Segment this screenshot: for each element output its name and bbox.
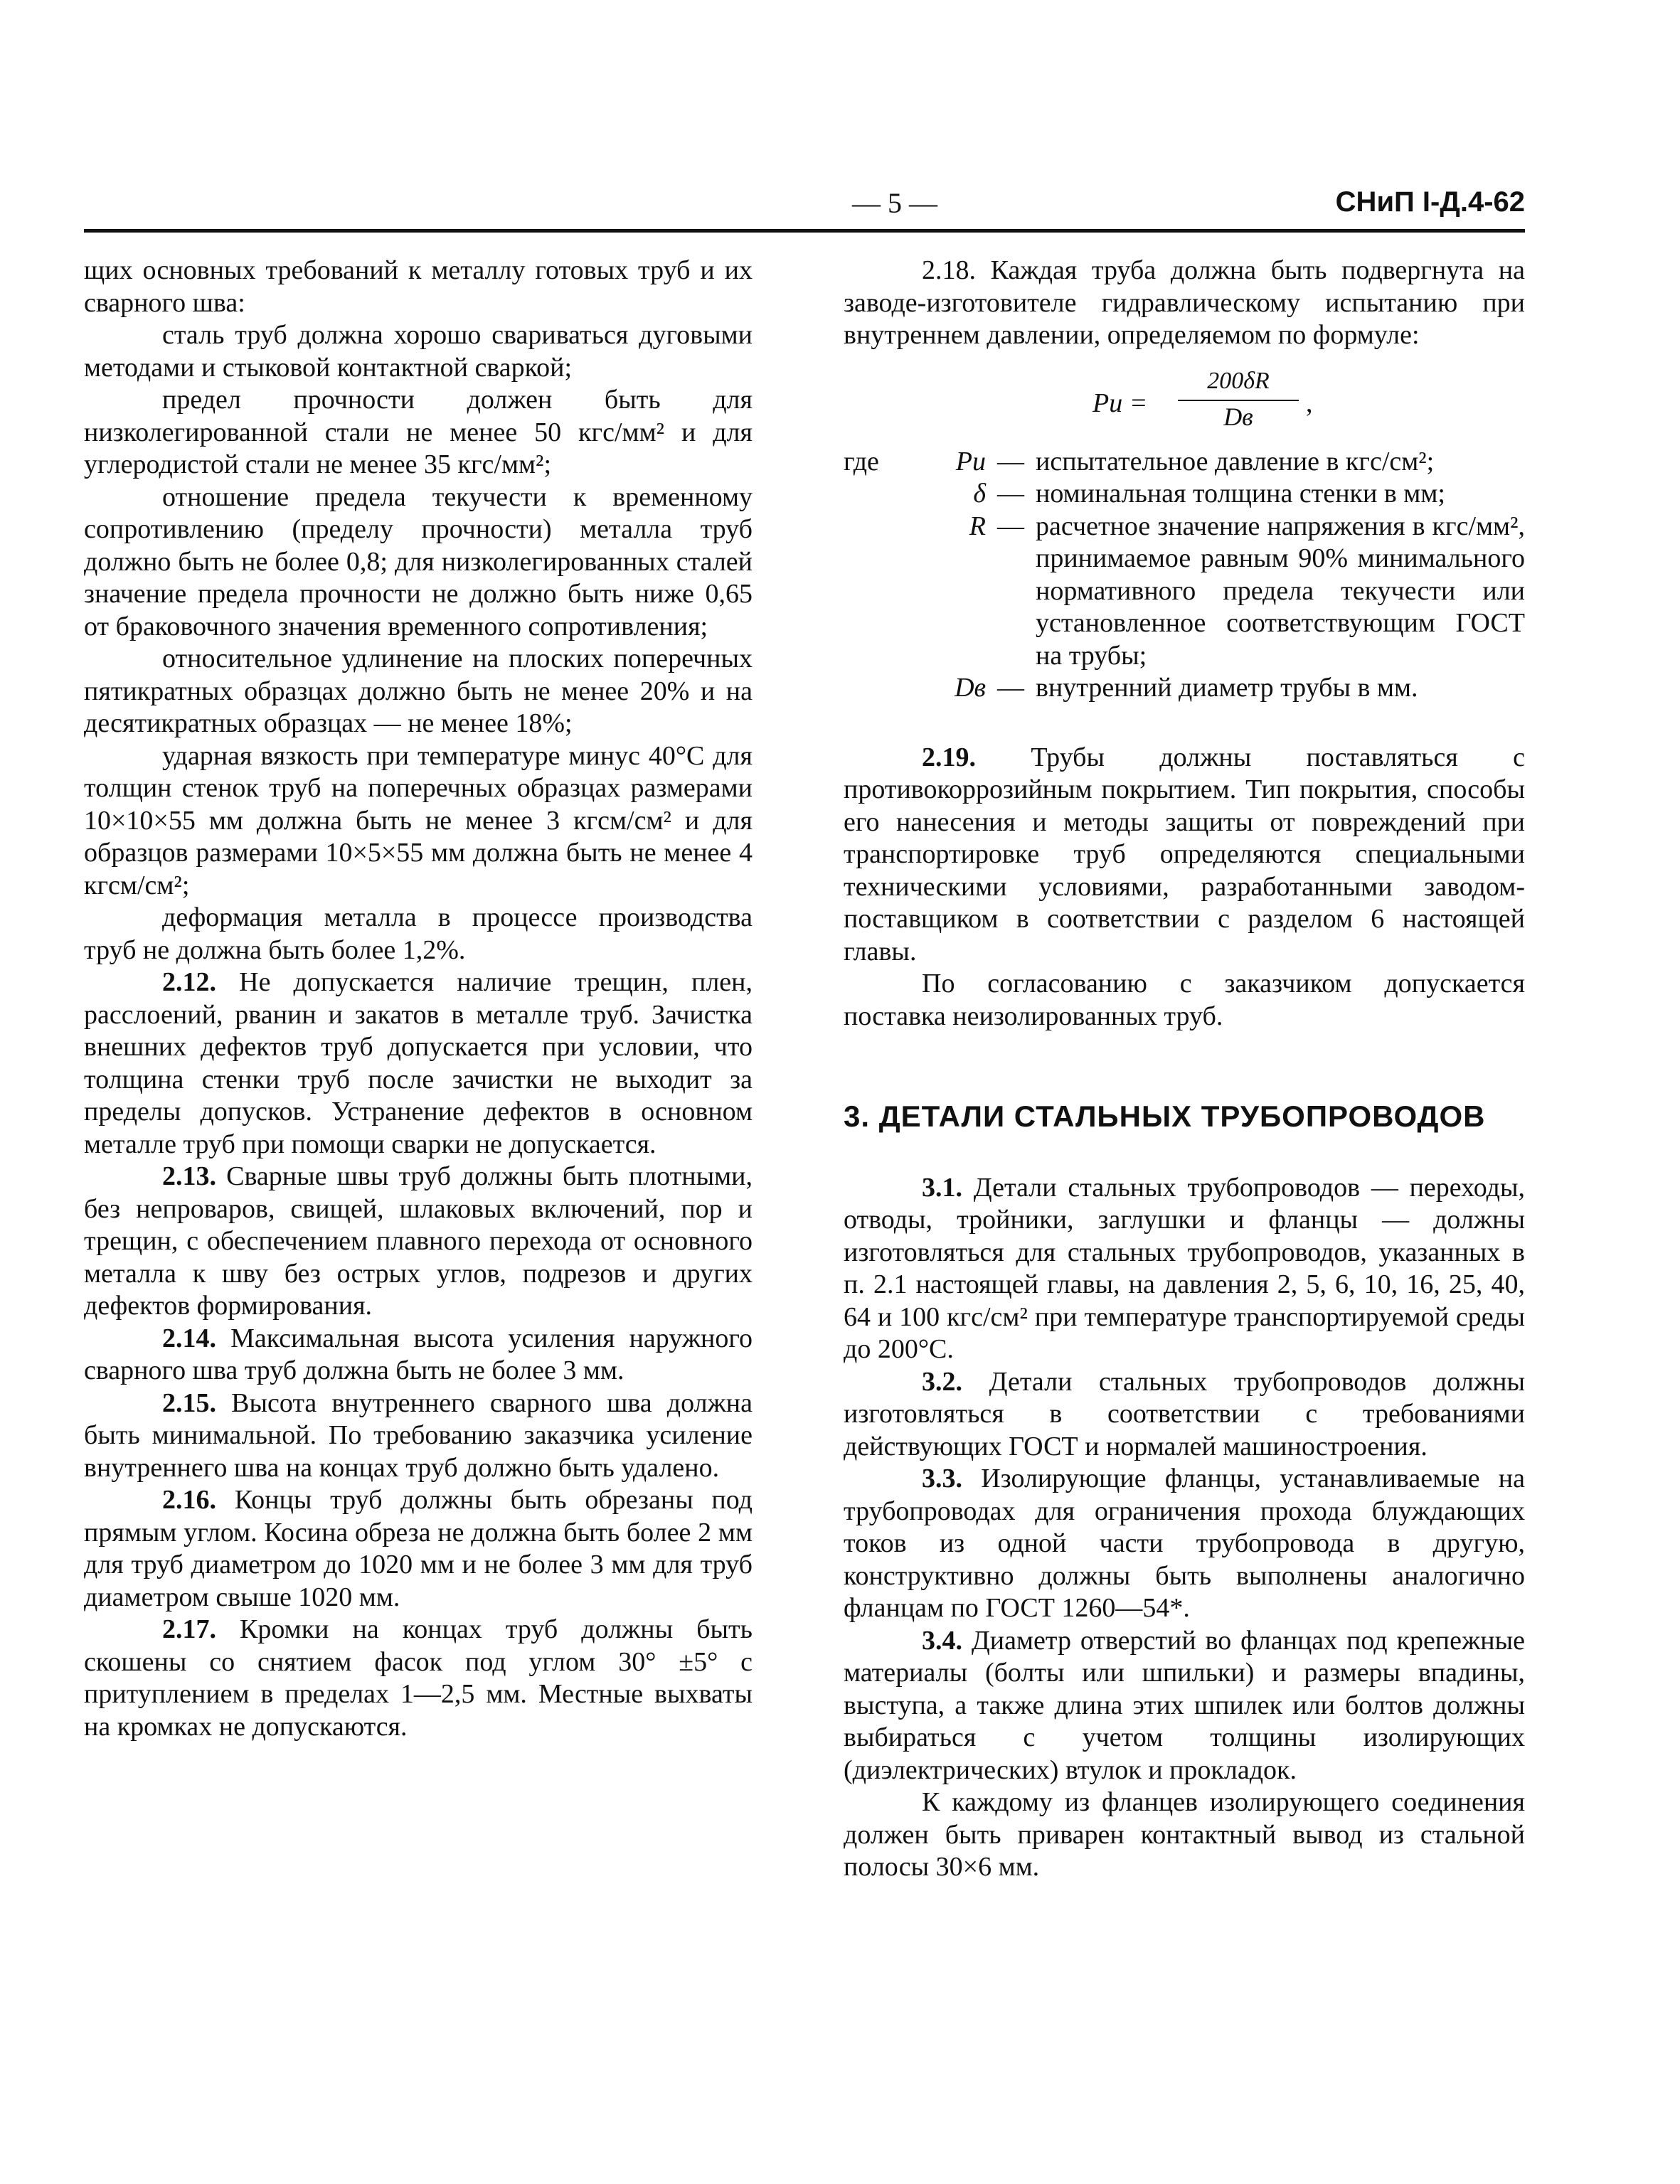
document-code: СНиП I-Д.4-62	[1335, 186, 1525, 218]
paragraph: отношение предела текучести к временному сопротивлению (пределу прочности) металла труб должно быть не более 0,8; для низколегированных сталей значение предела прочности не должно быть ниже 0,65 от браковочного значения временного сопротивления;	[84, 481, 753, 641]
clause-2-18	[844, 255, 1525, 352]
header-rule	[84, 229, 1525, 233]
definition-row	[844, 511, 1525, 673]
paragraph: предел прочности должен быть для низколегированной стали не менее 50 кгс/мм² и для углеродистой стали не менее 35 кгс/мм²;	[84, 385, 753, 479]
formula-comma: ,	[1306, 388, 1313, 418]
clause-number: 3.4.	[922, 1625, 962, 1656]
definition-text: испытательное давление в кгс/см²;	[1036, 446, 1435, 476]
paragraph: относительное удлинение на плоских поперечных пятикратных образцах должно быть не менее 20% и на десятикратных образцах — не менее 18%;	[84, 644, 753, 738]
definition-lead	[844, 672, 929, 705]
clause-text: Каждая труба должна быть подвергнута на заводе-изготовителе гидравлическому испытанию при внутреннем давлении, определяемом по формуле:	[844, 255, 1525, 350]
clause-3-4	[844, 1625, 1525, 1787]
definition-text: расчетное значение напряжения в кгс/мм², принимаемое равным 90% минимального нормативного предела текучести или установленное соответствующим ГОСТ на трубы;	[1036, 511, 1525, 671]
definition-symbol: R	[969, 511, 986, 541]
section-title: 3. ДЕТАЛИ СТАЛЬНЫХ ТРУБОПРОВОДОВ	[844, 1099, 1486, 1133]
definition-dash: —	[997, 511, 1024, 541]
paragraph: ударная вязкость при температуре минус 40°С для толщин стенок труб на поперечных образцах размерами 10×10×55 мм должна быть не менее 3 кгсм/см² и для образцов размерами 10×5×55 мм должна быть не менее 4 кгсм/см²;	[84, 740, 753, 900]
formula-fraction	[1178, 365, 1299, 434]
clause-3-2	[844, 1366, 1525, 1464]
clause-number: 2.19.	[922, 742, 976, 772]
formula-denominator: Dв	[1223, 403, 1253, 431]
clause-text: Диаметр отверстий во фланцах под крепежные материалы (болты или шпильки) и размеры впадины, выступа, а также длина этих шпилек или болтов должны выбираться с учетом толщины изолирующих (диэлектрических) втулок и прокладок.	[844, 1625, 1525, 1785]
clause-2-17	[84, 1614, 753, 1743]
definition-lead	[844, 511, 929, 673]
clause-text: Детали стальных трубопроводов — переходы, отводы, тройники, заглушки и фланцы — должны изготовляться для стальных трубопроводов, указанных в п. 2.1 настоящей главы, на давления 2, 5, 6, 10, 16, 25, 40, 64 и 100 кгс/см² при температуре транспортируемой среды до 200°С.	[844, 1172, 1525, 1364]
clause-text: Не допускается наличие трещин, плен, расслоений, рванин и закатов в металле труб. Зачистка внешних дефектов труб допускается при условии, что толщина стенки труб после зачистки не выходит за пределы допусков. Устранение дефектов в основном металле труб при помощи сварки не допускается.	[84, 967, 753, 1159]
clause-number: 2.17.	[162, 1614, 216, 1644]
clause-text: Концы труб должны быть обрезаны под прямым углом. Косина обреза не должна быть более 2 мм для труб диаметром до 1020 мм и не более 3 мм для труб диаметром свыше 1020 мм.	[84, 1485, 753, 1612]
clause-number: 2.13.	[162, 1161, 216, 1191]
definition-row	[844, 672, 1525, 705]
definition-symbol: δ	[973, 479, 986, 508]
clause-number: 2.16.	[162, 1485, 216, 1515]
left-column	[84, 255, 753, 1743]
definition-lead	[844, 478, 929, 511]
definition-dash: —	[997, 479, 1024, 508]
paragraph: деформация металла в процессе производства труб не должна быть более 1,2%.	[84, 902, 753, 965]
clause-number: 2.12.	[162, 967, 216, 997]
definition-row	[844, 446, 1525, 479]
clause-number: 3.3.	[922, 1464, 962, 1493]
clause-number: 2.15.	[162, 1387, 216, 1418]
clause-text: Максимальная высота усиления наружного сварного шва труб должна быть не более 3 мм.	[84, 1323, 753, 1385]
spacer	[844, 712, 1525, 742]
definition-text: внутренний диаметр трубы в мм.	[1036, 673, 1418, 703]
formula-definitions	[844, 446, 1525, 705]
clause-text: Детали стальных трубопроводов должны изготовляться в соответствии с требованиями действующих ГОСТ и нормалей машиностроения.	[844, 1366, 1526, 1461]
definition-text: номинальная толщина стенки в мм;	[1036, 479, 1445, 508]
clause-3-3	[844, 1463, 1525, 1625]
clause-number: 2.14.	[162, 1323, 216, 1353]
formula-numerator: 200δR	[1178, 365, 1299, 402]
right-column	[844, 255, 1525, 1884]
clause-text: Высота внутреннего сварного шва должна быть минимальной. По требованию заказчика усиление внутреннего шва на концах труб должно быть удалено.	[84, 1387, 753, 1483]
definition-dash: —	[997, 446, 1024, 476]
pressure-formula	[844, 365, 1525, 436]
definition-symbol: Dв	[955, 673, 986, 703]
clause-2-15	[84, 1387, 753, 1485]
clause-2-12	[84, 966, 753, 1161]
definition-lead: где	[844, 446, 879, 476]
definition-symbol: Pи	[955, 446, 986, 476]
clause-2-14	[84, 1323, 753, 1387]
definition-dash: —	[997, 673, 1024, 703]
clause-2-16	[84, 1484, 753, 1614]
paragraph: По согласованию с заказчиком допускается поставка неизолированных труб.	[844, 969, 1525, 1031]
formula-lhs: Pи =	[1092, 388, 1148, 418]
definition-row	[844, 478, 1525, 511]
clause-number: 3.2.	[922, 1366, 962, 1397]
paragraph: щих основных требований к металлу готовых труб и их сварного шва:	[84, 255, 753, 318]
clause-text: Изолирующие фланцы, устанавливаемые на трубопроводах для ограничения прохода блуждающих токов из одной части трубопровода в другую, конструктивно должны быть выполнены аналогично фланцам по ГОСТ 1260—54*.	[844, 1464, 1526, 1623]
clause-text: Кромки на концах труб должны быть скошены со снятием фасок под углом 30° ±5° с притуплением в пределах 1—2,5 мм. Местные выхваты на кромках не допускаются.	[84, 1614, 753, 1742]
clause-2-13	[84, 1161, 753, 1323]
clause-2-19	[844, 742, 1525, 969]
clause-number: 3.1.	[922, 1172, 962, 1203]
page-number: — 5 —	[852, 187, 937, 219]
clause-text: Сварные швы труб должны быть плотными, без непроваров, свищей, шлаковых включений, пор и трещин, с обеспечением плавного перехода от основного металла к шву без острых углов, подрезов и других дефектов формирования.	[84, 1161, 753, 1321]
paragraph: сталь труб должна хорошо свариваться дуговыми методами и стыковой контактной сваркой;	[84, 320, 753, 383]
clause-number: 2.18.	[922, 255, 976, 285]
page-header	[84, 186, 1525, 229]
paragraph: К каждому из фланцев изолирующего соединения должен быть приварен контактный вывод из стальной полосы 30×6 мм.	[844, 1787, 1525, 1882]
clause-text: Трубы должны поставляться с противокоррозийным покрытием. Тип покрытия, способы его нанесения и методы защиты от повреждений при транспортировке труб определяются специальными техническими условиями, разработанными заводом-поставщиком в соответствии с разделом 6 настоящей главы.	[844, 742, 1526, 966]
clause-3-1	[844, 1172, 1525, 1366]
